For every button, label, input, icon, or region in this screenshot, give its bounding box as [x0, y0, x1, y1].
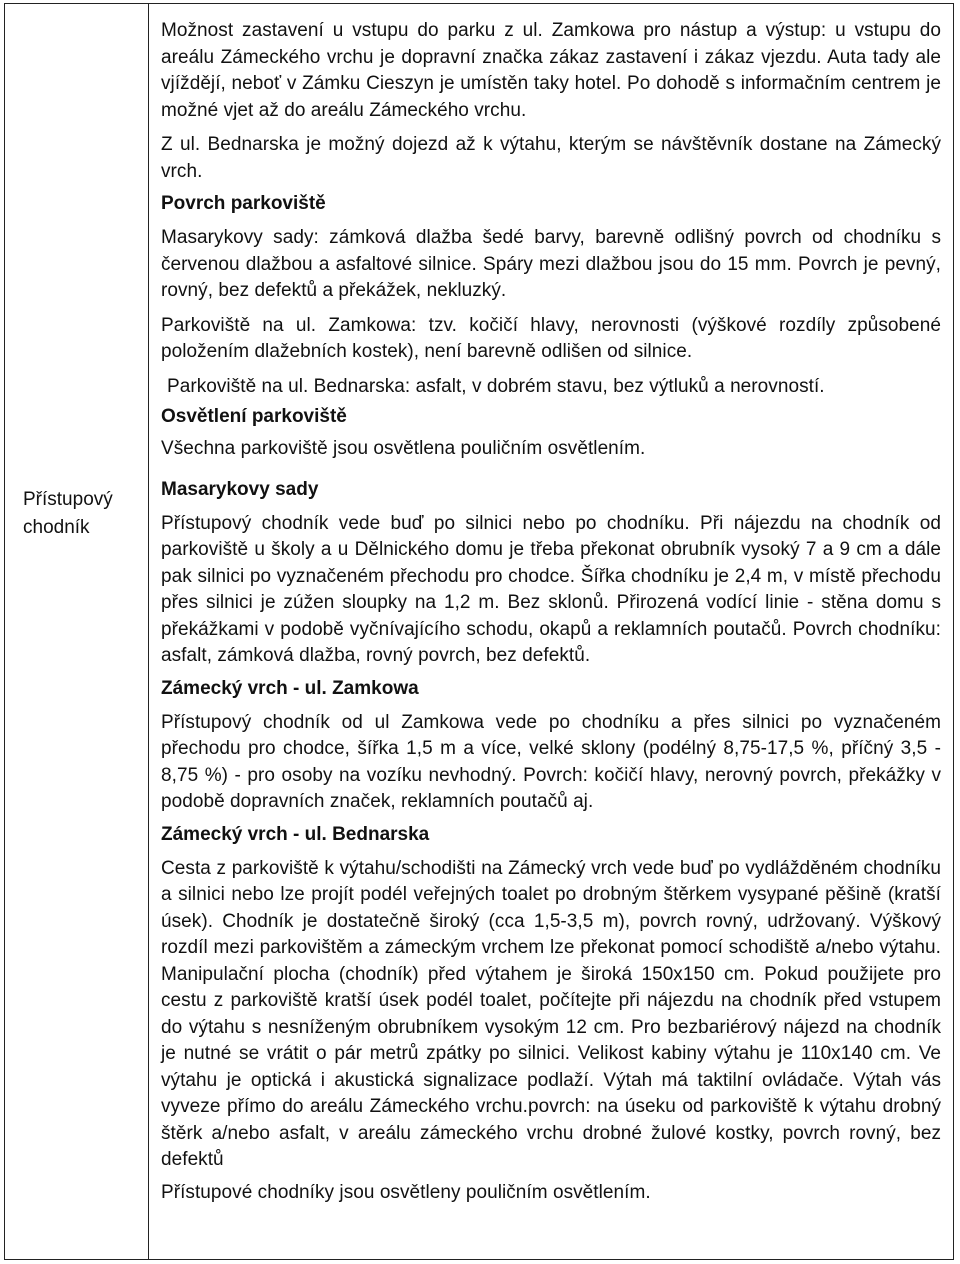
heading-bednarska: Zámecký vrch - ul. Bednarska: [161, 823, 430, 845]
document-table: [4, 3, 954, 1260]
heading-masarykovy-sady: Masarykovy sady: [161, 478, 319, 500]
bednarska-paragraph: Cesta z parkoviště k výtahu/schodišti na Zámecký vrch vede buď po vydlážděném chodníku a silnici nebo lze projít podél veřejných toalet po drobným štěrkem vysypané pěšině (kratší úsek). Chodník je dostatečně široký (cca 1,5-3,5 m), povrch rovný, udržovaný. Výškový rozdíl mezi parkovištěm a zámeckým vrchem lze překonat pomocí schodiště a/nebo výtahu. Manipulační plocha (chodník) před výtahem je široká 150x150 cm. Pokud použijete pro cestu z parkoviště kratší úsek podél toalet, počítejte při nájezdu na chodník před vstupem do výtahu s nesníženým obrubníkem vysokým 12 cm. Pro bezbariérový nájezd na chodník je nutné se vrátit o pár metrů zpátky po silnici. Velikost kabiny výtahu je 110x140 cm. Ve výtahu je optická i akustická signalizace podlaží. Výtah má taktilní ovládače. Výtah vás vyveze přímo do areálu Zámeckého vrchu.povrch: na úseku od parkoviště k výtahu drobný štěrk a/nebo asfalt, v areálu zámeckého vrchu drobné žulové kostky, povrch rovný, bez defektů: [161, 857, 941, 1170]
row-label: [23, 486, 113, 542]
povrch-paragraph-1: Masarykovy sady: zámková dlažba šedé barvy, barevně odlišný povrch od chodníku s červenou dlažbou a asfaltové silnice. Spáry mezi dlažbou jsou do 15 mm. Povrch je pevný, rovný, bez defektů a překážek, nekluzký.: [161, 227, 941, 301]
intro-paragraph-1: Možnost zastavení u vstupu do parku z ul. Zamkowa pro nástup a výstup: u vstupu do areálu Zámeckého vrchu je dopravní značka zákaz zastavení i zákaz vjezdu. Auta tady ale vjíždějí, neboť v Zámku Cieszyn je umístěn taky hotel. Po dohodě s informačním centrem je možné vjet až do areálu Zámeckého vrchu.: [161, 20, 941, 121]
intro-paragraph-2: Z ul. Bednarska je možný dojezd až k výtahu, kterým se návštěvník dostane na Zámecký vrch.: [161, 134, 941, 182]
row-label-line-2: chodník: [23, 517, 90, 538]
osvetleni-paragraph: Všechna parkoviště jsou osvětlena pouličním osvětlením.: [161, 438, 646, 459]
heading-osvetleni-parkoviste: Osvětlení parkoviště: [161, 406, 347, 427]
heading-zamkowa: Zámecký vrch - ul. Zamkowa: [161, 677, 419, 699]
heading-povrch-parkoviste: Povrch parkoviště: [161, 193, 326, 214]
masarykovy-paragraph: Přístupový chodník vede buď po silnici nebo po chodníku. Při nájezdu na chodník od parkoviště u školy a u Dělnického domu je třeba překonat obrubník vysoký 7 a 9 cm a dále pak silnici po vyznačeném přechodu pro chodce. Šířka chodníku je 2,4 m, v místě přechodu přes silnici je zúžen sloupky na 1,2 m. Bez sklonů. Přirozená vodící linie - stěna domu s překážkami v podobě vyčnívajícího schodu, okapů a reklamních poutačů. Povrch chodníku: asfalt, zámková dlažba, rovný povrch, bez defektů.: [161, 512, 941, 666]
povrch-paragraph-3: Parkoviště na ul. Bednarska: asfalt, v dobrém stavu, bez výtluků a nerovností.: [167, 375, 825, 397]
row-label-line-1: Přístupový: [23, 489, 113, 510]
label-cell: [5, 4, 149, 1259]
zamkowa-paragraph: Přístupový chodník od ul Zamkowa vede po chodníku a přes silnici po vyznačeném přechodu pro chodce, šířka 1,5 m a více, velké sklony (podélný 8,75-17,5 %, příčný 3,5 - 8,75 %) - pro osoby na vozíku nevhodný. Povrch: kočičí hlavy, nerovný povrch, překážky v podobě dopravních značek, reklamních poutačů aj.: [161, 711, 941, 812]
povrch-paragraph-2: Parkoviště na ul. Zamkowa: tzv. kočičí hlavy, nerovnosti (výškové rozdíly způsobené položením dlažebních kostek), není barevně odlišen od silnice.: [161, 314, 941, 362]
closing-paragraph: Přístupové chodníky jsou osvětleny pouličním osvětlením.: [161, 1181, 651, 1203]
content-cell: [149, 4, 953, 1259]
